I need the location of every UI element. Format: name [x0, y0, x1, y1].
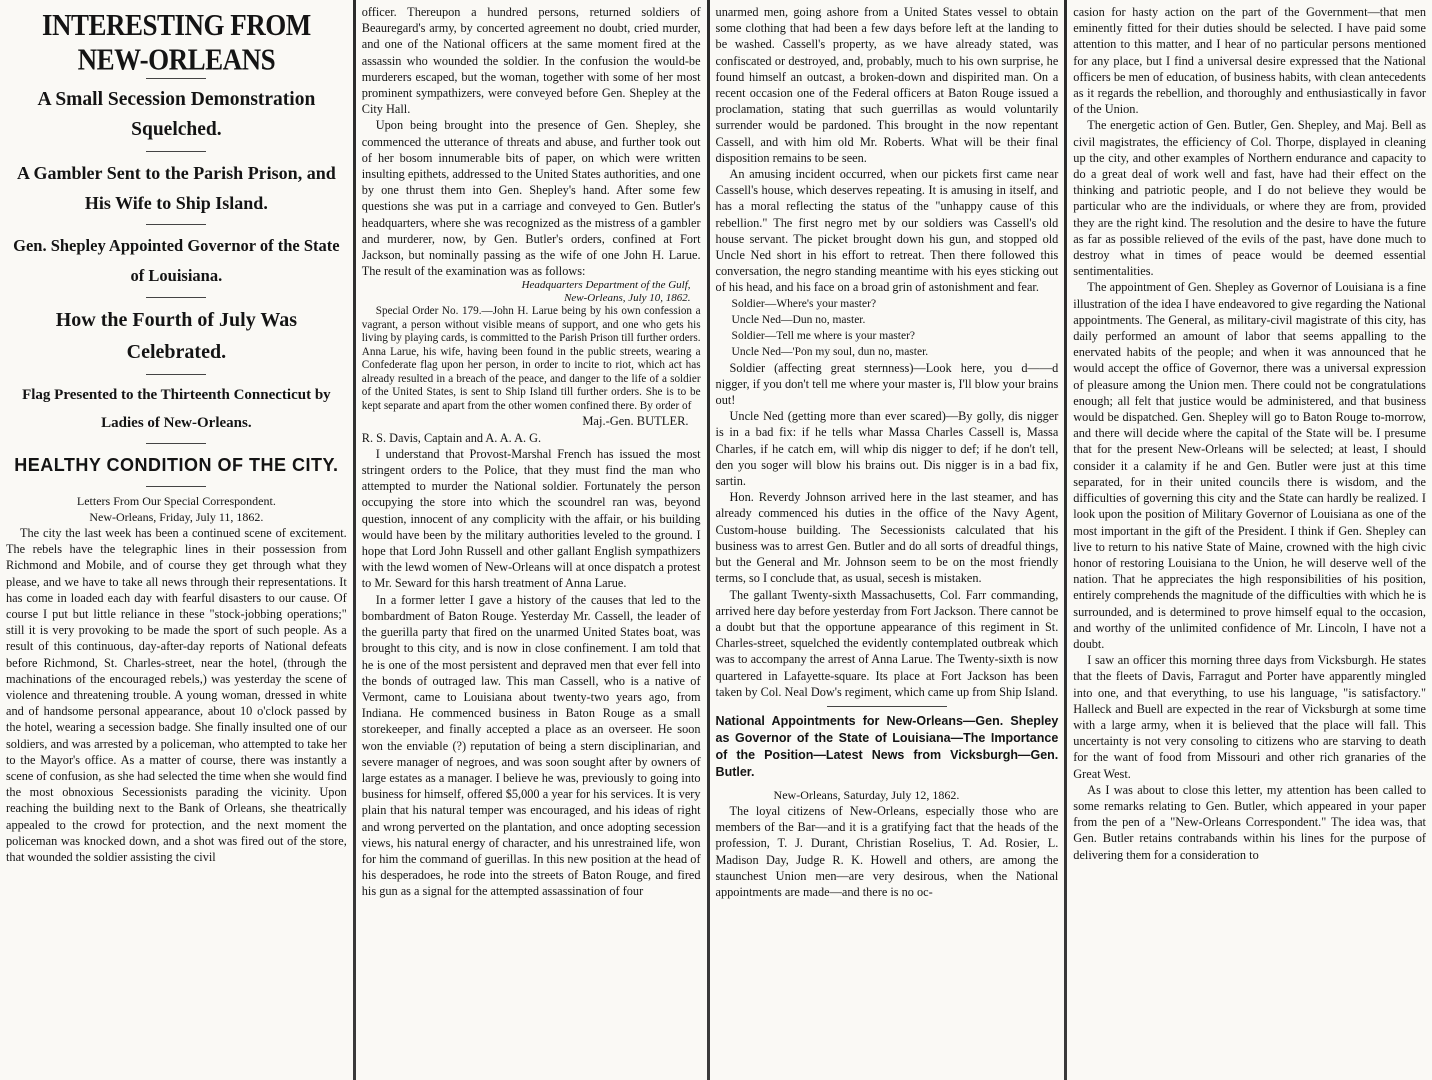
deck-headline-5: Flag Presented to the Thirteenth Connecticut by Ladies of New-Orleans. — [22, 387, 331, 431]
order-signature: Maj.-Gen. BUTLER. — [582, 414, 689, 429]
article-paragraph: Hon. Reverdy Johnson arrived here in the last steamer, and has already commenced his duties in the office of the Navy Agent, Custom-house building. The Secessionists calculated that his business was to arrest Gen. Butler and do all sorts of dreadful things, but the General and Mr. Johnson seem to be on the most friendly terms, so I conclude that, as usual, secesh is mistaken. — [715, 490, 1059, 586]
deck-headline-1: A Small Secession Demonstration Squelched. — [37, 89, 316, 140]
article-paragraph: As I was about to close this letter, my attention has been called to some remarks relating to Gen. Butler, which appeared in your paper from the pen of a "New-Orleans Correspondent." The idea was, that Gen. Butler retains contrabands within his lines for the purpose of delivering them for a consideration to — [1073, 782, 1426, 862]
column-4 — [1067, 0, 1432, 1080]
divider — [146, 224, 206, 225]
article-paragraph: Upon being brought into the presence of Gen. Shepley, she commenced the utterance of threats and abuse, and further took out of her bosom innumerable bits of paper, on which were written insulting epithets, addressed to the United States authorities, and one by one thrust them into Gen. Shepley's hand. After some few questions she was put in a carriage and conveyed to Gen. Butler's headquarters, where she was recognized as the mistress of a gambler and murderer, now, by Gen. Butler's orders, confined at Fort Jackson, but nominally passing as the wife of one John H. Larue. The result of the examination was as follows: — [361, 118, 701, 279]
article-paragraph: I understand that Provost-Marshal French has issued the most stringent orders to the Police, that they must find the man who attempted to murder the National soldier. Fortunately the person occupying the store into which the scoundrel ran was, beyond question, innocent of any complicity with the affair, or his building would have been by the military authorities leveled to the ground. I hope that Lord John Russell and other gallant English sympathizers with the lewd women of New-Orleans will at once dispatch a protest to Mr. Seward for this harsh treatment of Anna Larue. — [361, 446, 701, 591]
article-paragraph: The appointment of Gen. Shepley as Governor of Louisiana is a fine illustration of the idea I have endeavored to give regarding the National appointments. The General, as military-civil magistrate of this city, has daily performed an amount of labor that seems appalling to the enervated habits of the people; and when it was announced that he would accept the office of Governor, there was a universal expression of pleasure among the Union men. There could not be congratulations enough; all felt that justice would be administered, and that business would be dispatched. Gen. Shepley will go to Baton Rouge to-morrow, and there will decide where the capital of the State will be. I presume that for the present New-Orleans will be selected; at least, I should consider it a calamity if he and Gen. Butler were just at this time separated, for in their united councils there is wisdom, and the difficulties of governing this city and the State can hardly be realized. I look upon the position of Military Governor of Louisiana as one of the most important in the gift of the President. I think if Gen. Shepley can live to return to his native State of Maine, crowned with the high civic honor of restoring Louisiana to the Union, he will deserve well of the nation. That he appreciates the high responsibilities of his position, entirely comprehends the magnitude of the difficulties with which he is surrounded, and is determined to prove himself equal to the occasion, and worthy of the unlimited confidence of Mr. Lincoln, I have not a doubt. — [1073, 280, 1426, 651]
dateline: New-Orleans, Friday, July 11, 1862. — [89, 510, 264, 524]
article-paragraph: In a former letter I gave a history of the causes that led to the bombardment of Baton Rouge. Yesterday Mr. Cassell, the leader of the guerilla party that fired on the unarmed United States boat, was brought to this city, and is now in close confinement. I am told that he is one of the most persistent and depraved men that ever fell into the bonds of outraged law. This man Cassell, who is a native of Vermont, came to Louisiana about twenty-two years ago, from Indiana. He commenced business in Baton Rouge as a small storekeeper, and finally accepted a place as an overseer. He soon won the enviable (?) reputation of being a stern disciplinarian, and severe manager of negroes, and was soon sought after by owners of large estates as a manager. I believe he was, previously to going into business for himself, offered $5,000 a year for his services. It is very plain that his natural temper was encouraged, and his ideas of right and wrong perverted on the plantation, and once adopting secession views, his natural energy of character, and his unrestrained life, won for him the command of guerillas. In this new position at the head of his desperadoes, he rode into the streets of Baton Rouge, and fired his gun as a signal for the attempted assassination of four — [361, 592, 701, 899]
special-order-text: Special Order No. 179.—John H. Larue being by his own confession a vagrant, a person without visible means of support, and one who gets his living by playing cards, is committed to the Parish Prison till further orders. Anna Larue, his wife, having been found in the public streets, wearing a Confederate flag upon her person, in order to incite to riot, which act has already resulted in a breach of the peace, and danger to the life of a soldier of the United States, is sent to Ship Island till further orders. She is to be kept separate and apart from the other women confined there. By order of — [361, 305, 701, 412]
article-paragraph: I saw an officer this morning three days from Vicksburgh. He states that the fleets of Davis, Farragut and Porter have apparently mingled into one, and that everything, to use his language, "is satisfactory." Halleck and Buell are expected in the rear of Vicksburgh at some time with a large army, when it is believed that the place will fall. This uncertainty is not very consoling to citizens who are starving to death for the want of food from Missouri and other rich granaries of the Great West. — [1073, 653, 1426, 781]
divider — [146, 297, 206, 298]
article-paragraph: The gallant Twenty-sixth Massachusetts, Col. Farr commanding, arrived here day before yesterday from Fort Jackson. There cannot be a doubt but that the opportune appearance of this regiment in St. Charles-street, squelched the evidently contemplated outbreak which was to accompany the arrest of Anna Larue. The Twenty-sixth is now quartered in Lafayette-square. Its place at Fort Jackson has been taken by Col. Neal Dow's regiment, which came up from Ship Island. — [715, 587, 1059, 699]
deck-headline-3: Gen. Shepley Appointed Governor of the State of Louisiana. — [13, 236, 340, 285]
byline: Letters From Our Special Correspondent. — [76, 494, 276, 508]
divider — [146, 374, 206, 375]
dialogue-line: Uncle Ned—'Pon my soul, dun no, master. — [731, 345, 929, 358]
order-signature-aide: R. S. Davis, Captain and A. A. A. G. — [361, 430, 542, 445]
article-paragraph: The loyal citizens of New-Orleans, especially those who are members of the Bar—and it is a gratifying fact that the heads of the profession, T. J. Durant, Christian Roselius, T. Ad. Rosier, L. Madison Day, Judge R. K. Howell and others, are among the staunchest Union men—are very desirous, when the National appointments are made—and there is no oc- — [715, 803, 1059, 899]
deck-headline-2: A Gambler Sent to the Parish Prison, and His Wife to Ship Island. — [17, 163, 336, 213]
article-paragraph: officer. Thereupon a hundred persons, returned soldiers of Beauregard's army, by concerted agreement no doubt, cried murder, and one of the National officers at the same moment fired at the assassin who wounded the soldier. In the confusion the would-be murderers escaped, but the woman, together with some of her most prominent sympathizers, were conveyed before Gen. Shepley at the City Hall. — [361, 5, 701, 117]
dialogue-line: Uncle Ned—Dun no, master. — [731, 313, 866, 326]
deck-headline-6: HEALTHY CONDITION OF THE CITY. — [14, 455, 339, 475]
dialogue-line: Soldier—Where's your master? — [731, 297, 877, 310]
order-heading: Headquarters Department of the Gulf, — [521, 279, 691, 292]
article-paragraph: Uncle Ned (getting more than ever scared)—By golly, dis nigger is in a bad fix: if he tells whar Massa Charles Cassell is, Massa Charles, if he catch em, will whip dis nigger to def; if he don't tell, den you soger will blow his brains out. Dis nigger is in a bad fix, sartin. — [715, 409, 1059, 489]
article-paragraph: unarmed men, going ashore from a United States vessel to obtain some clothing that had been a few days before left at the landing to be washed. Cassell's property, as we have already stated, was confiscated or destroyed, and, probably, much to his own surprise, he found himself an outcast, a broken-down and dispirited man. On a recent occasion one of the Federal officers at Baton Rouge issued a proclamation, stating that such guerrillas as would voluntarily surrender would be pardoned. This brought in the now repentant Cassell, and with him old Mr. Roberts. What will be their final disposition remains to be seen. — [715, 5, 1059, 165]
column-1 — [0, 0, 353, 1080]
order-heading-date: New-Orleans, July 10, 1862. — [564, 292, 691, 305]
article-paragraph: The city the last week has been a continued scene of excitement. The rebels have the telegraphic lines in their possession from Richmond and Mobile, and of course they get through what they please, and we have to take all news through their representations. It has come in loaded each day with fearful disasters to our cause. Of course I put but little reliance in these "stock-jobbing operations;" still it is very provoking to be made the sport of such people. As a result of this continuous, day-after-day reports of National defeats before Richmond, St. Charles-street, near the hotel, (through the machinations of the encouraged rebels,) was yesterday the scene of violence and threatening trouble. A young woman, dressed in white and of handsome personal appearance, about 10 o'clock passed by the hotel, wearing a secession badge. She finally insulted one of our soldiers, and was arrested by a policeman, who attempted to take her to the Mayor's office. As a matter of course, there was instantly a scene of confusion, as she had selected the time when she would find the most obnoxious Secessionists parading the vicinity. Upon reaching the building next to the Bank of Orleans, she theatrically appealed to the crowd for protection, and the next moment the policeman was knocked down, and a shot was fired out of the store, that wounded the soldier assisting the civil — [6, 526, 347, 865]
divider — [146, 78, 206, 79]
dateline: New-Orleans, Saturday, July 12, 1862. — [773, 787, 960, 802]
column-3 — [710, 0, 1065, 1080]
second-headline: National Appointments for New-Orleans—Gen. Shepley as Governor of the State of Louisiana—The Importance of the Position—Latest News from Vicksburgh—Gen. Butler. — [715, 713, 1059, 779]
deck-headline-4: How the Fourth of July Was Celebrated. — [55, 309, 298, 363]
main-headline: INTERESTING FROM NEW-ORLEANS — [41, 7, 311, 77]
divider — [146, 486, 206, 487]
dialogue-line: Soldier—Tell me where is your master? — [731, 329, 916, 342]
divider — [827, 706, 947, 707]
divider — [146, 443, 206, 444]
dialogue-paragraph: Soldier (affecting great sternness)—Look here, you d——d nigger, if you don't tell me where your master is, I'll blow your brains out! — [715, 360, 1059, 408]
divider — [146, 151, 206, 152]
article-paragraph: casion for hasty action on the part of the Government—that men eminently fitted for their duties should be selected. I have paid some attention to this matter, and I hear of no particular persons mentioned for any place, but I find a universal desire expressed that the National officers be men of education, of business habits, with clean antecedents as it regards the rebellion, and thoroughly and enthusiastically in favor of the Union. — [1073, 5, 1426, 117]
article-paragraph: The energetic action of Gen. Butler, Gen. Shepley, and Maj. Bell as civil magistrates, the efficiency of Col. Thorpe, displayed in cleaning up the city, and other examples of Northern endurance and capacity to do a great deal of work well and fast, have had their effect on the thinking and patriotic people, and I do not believe they would be particular who are the individuals, or where they are from, provided they are the right kind. The resolution and the desire to have the future as far as possible relieved of the evils of the past, have done much to destroy what in times of peace would be deemed essential sentimentalities. — [1073, 118, 1426, 279]
article-paragraph: An amusing incident occurred, when our pickets first came near Cassell's house, which deserves repeating. It is amusing in itself, and has a moral reflecting the status of the "unhappy cause of this rebellion." The first negro met by our soldiers was Cassell's old house servant. The picket brought down his gun, and stopped old Uncle Ned short in his effort to retreat. Then there followed this conversation, the negro standing meantime with his eyes sticking out of his head, and his face on a broad grin of astonishment and fear. — [715, 167, 1059, 295]
column-2 — [356, 0, 707, 1080]
